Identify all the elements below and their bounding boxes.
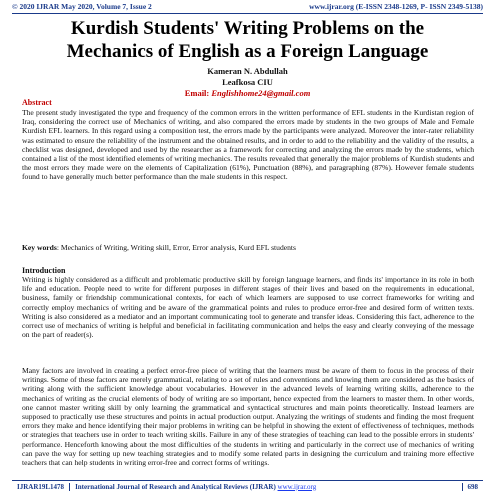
author-block (0, 66, 495, 99)
footer-website-link[interactable]: www.ijrar.org (277, 482, 317, 491)
paper-title (0, 17, 495, 63)
footer-journal-name (70, 483, 462, 491)
page-footer (12, 480, 483, 492)
page-header (12, 0, 483, 14)
introduction-paragraph-2: Many factors are involved in creating a perfect error-free piece of writing that the learners must be aware of them to focus in the process of their writings. Some of these factors are merely grammatical, relating to a set of rules and conventions and knowing them are considered as the basics of writing along with the sufficient knowledge about vocabularies. However in the advanced levels of learning writing skills, adherence to the mechanics of writing as the crucial elements of body of writing are so important, hence expected from the learners to master them. In other words, one cannot master writing skill by only learning the grammatical and syntactical structures and main points theoretically. Instead learners are supposed to practically use these structures and points in actual production output. Analyzing the writings of students and finding the most frequent errors they make and hence identifying their major problems in writing can be helpful in showing the extent of effectiveness of techniques, methods or strategies that teachers use in order to teach writing skills. Failure in any of these strategies of teaching can lead to the possible errors in students' performance. Henceforth knowing about the most difficulties of the students in writing and particularly in the correct use of mechanics of writing can pave the way for setting up new teaching strategies and to modify some related parts in designing the curriculum and training more effective teachers that can help students in writing error-free and correct forms of writings. (22, 366, 474, 468)
author-name: Kameran N. Abdullah (207, 66, 288, 76)
title-line-1: Kurdish Students' Writing Problems on the (70, 18, 425, 39)
header-journal-info: © 2020 IJRAR May 2020, Volume 7, Issue 2 (12, 2, 152, 11)
author-email-line (0, 88, 495, 99)
introduction-paragraph-1: Writing is highly considered as a difficult and problematic productive skill by foreign language learners, and finds its' importance in its role in both life and education. People need to write for different purposes in different stages of their lives and based on the requirements in educational, business, family or friendship communicational contexts, for each of which learners are supposed to use correct frameworks for writing and correctly employ mechanics of writing and be aware of the grammatical points and rules to produce error-free and desired form of written texts. Writing is also considered as a mediator and an important communicating tool to generate and transfer ideas. Considering this fact, adherence to the correct use of mechanics of writing is helpful and beneficial in facilitating communication and helps the easy and clearly conveying of the message on the part of reader(s). (22, 275, 474, 340)
author-email[interactable]: Englishhome24@gmail.com (211, 88, 311, 98)
keywords-line (22, 243, 474, 252)
email-label: Email: (184, 88, 210, 98)
keywords-text: : Mechanics of Writing, Writing skill, Error, Error analysis, Kurd EFL students (56, 243, 296, 252)
keywords-label: Key words (22, 243, 57, 252)
introduction-heading: Introduction (22, 266, 66, 275)
abstract-heading: Abstract (22, 98, 52, 107)
abstract-text: The present study investigated the type and frequency of the common errors in the written performance of EFL students in the Kurdistan region of Iraq, considering the correct use of Mechanics of writing, and also compared the errors made by students in the two groups of Male and Female Kurdish EFL learners. In this regard using a composition test, the errors made by the participants were analyzed. Moreover the inter-rater reliability was estimated to ensure the reliability of the instrument and the obtained results, and in order to add to the reliability and the validity of the results, a checklist was designed, developed and used by the researcher as a framework for correcting and analyzing the errors made by the students, which contained a list of the most identified elements of writing mechanics. The results revealed that generally the major problems of Kurdish students and the most errors they made were on the elements of Capitalization (61%), Punctuation (88%), and paragraphing (87%). However female students found to have generally much better performance than the male students in this respect. (22, 108, 474, 182)
header-website-issn: www.ijrar.org (E-ISSN 2348-1269, P- ISSN 2349-5138) (309, 2, 483, 11)
title-line-2: Mechanics of English as a Foreign Language (66, 41, 429, 62)
author-affiliation: Leafkosa CIU (222, 77, 273, 87)
footer-page-number: 698 (467, 482, 478, 491)
footer-journal-title: International Journal of Research and Analytical Reviews (IJRAR) (75, 482, 276, 491)
footer-paper-id: IJRAR19L1478 (12, 483, 70, 491)
